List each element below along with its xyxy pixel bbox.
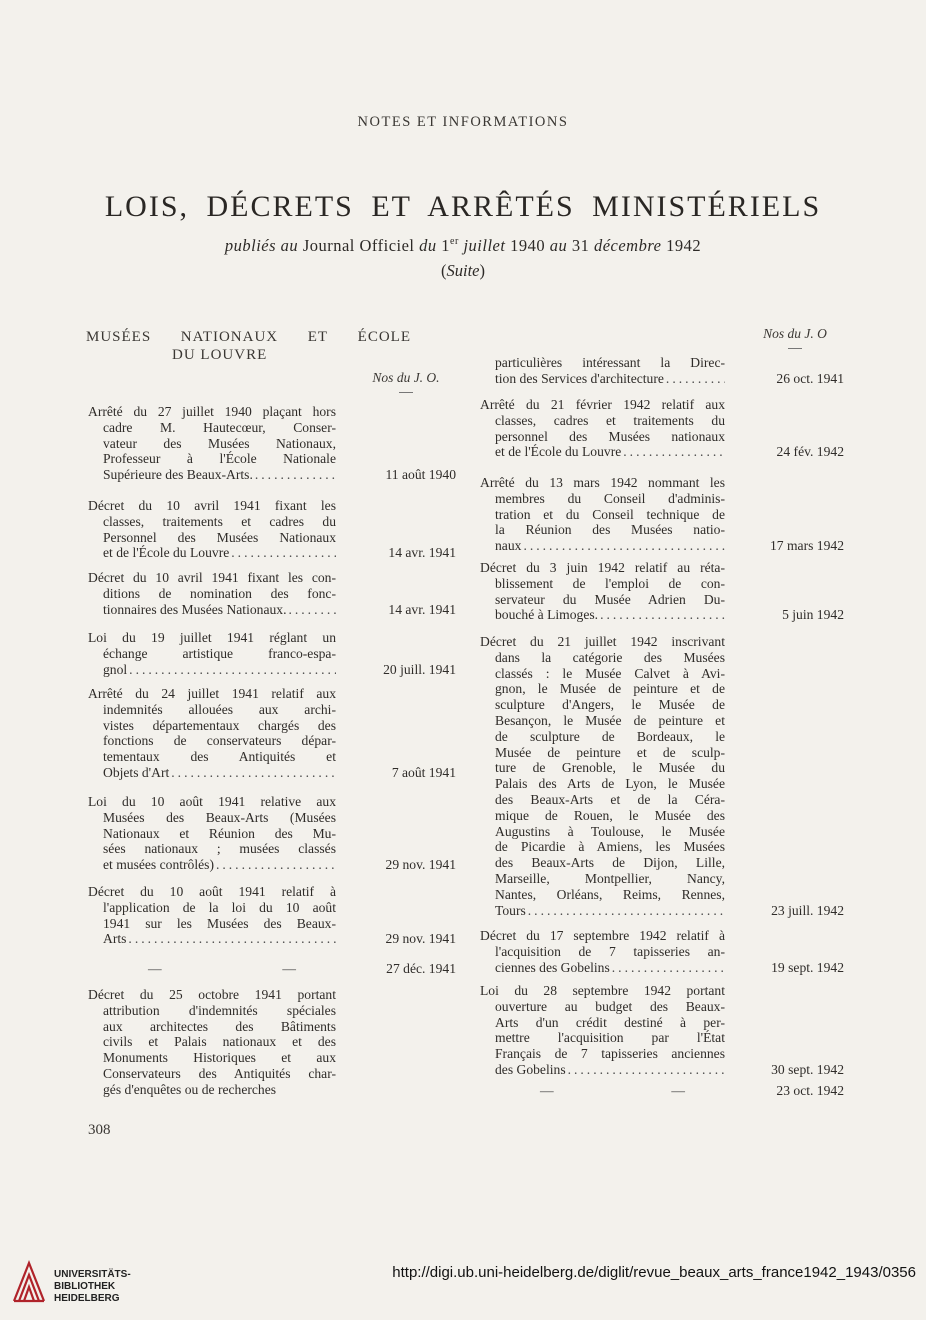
entry [480,983,725,1078]
entry-line: des Beaux-Arts de Dijon, Lille, [495,855,725,871]
entry-line: Nantes, Orléans, Reims, Rennes, [495,886,725,902]
subtitle: publiés au Journal Officiel du 1er juillet 1940 au 31 décembre 1942 [224,236,702,255]
section-heading: MUSÉES NATIONAUX ET ÉCOLE DU LOUVRE [86,329,411,363]
subtitle-suite: (Suite) [441,261,485,280]
entry-line: échange artistique franco-espa- [103,645,336,661]
entry-line: tion des Services d'architecture [495,370,664,386]
entry-line: mique de Rouen, le Musée des [495,807,725,823]
entry [88,498,336,561]
entry-line: classes, traitements et cadres du [103,513,336,529]
entry [88,987,336,1098]
entry-line: vistes départementaux chargés des [103,717,336,733]
publication-date: 20 juill. 1941 [383,661,456,677]
publication-date: 26 oct. 1941 [776,370,844,386]
entry-line: Supérieure des Beaux-Arts. [103,467,253,483]
entry-line: civils et Palais nationaux et des [103,1034,336,1050]
leader-dots [600,607,725,623]
publication-date: 7 août 1941 [391,765,456,780]
entry-line: Conservateurs des Antiquités char- [103,1065,336,1081]
publication-date: 11 août 1940 [385,467,456,483]
entry-line: Décret du 3 juin 1942 relatif au réta- [480,560,725,575]
entry-line: Décret du 10 avril 1941 fixant les [88,498,336,513]
entry-line: tementaux des Antiquités et [103,749,336,765]
entry-line: Loi du 10 août 1941 relative aux [88,794,336,809]
entry-line: mettre l'acquisition par l'État [495,1030,725,1046]
page-title: LOIS, DÉCRETS ET ARRÊTÉS MINISTÉRIELS [104,190,822,223]
entry-line: particulières intéressant la Direc- [495,355,725,370]
entry [88,884,336,947]
entry-line: membres du Conseil d'adminis- [495,490,725,506]
leader-dots [568,1062,725,1078]
leader-dots [612,960,725,976]
leader-dots [255,467,336,483]
right-column-head: Nos du J. O [745,326,845,349]
publication-date: 29 nov. 1941 [385,931,456,947]
entry-line: Arrêté du 13 mars 1942 nommant les [480,475,725,490]
entry-line: Décret du 10 avril 1941 fixant les con- [88,570,336,585]
entry-line: Personnel des Musées Nationaux [103,529,336,545]
entry [480,355,725,387]
leader-dots [288,602,336,618]
entry-line: indemnités allouées aux archi- [103,701,336,717]
entry-line: gnon, le Musée de peinture et de [495,681,725,697]
entry-line: des Beaux-Arts et de la Céra- [495,791,725,807]
entry-line: Augustins à Toulouse, le Musée [495,823,725,839]
entry-line: gés d'enquêtes ou de recherches [103,1081,277,1097]
publication-date: 30 sept. 1942 [771,1062,844,1077]
entry-line: sées nationaux ; musées classés [103,841,336,857]
entry-line: Objets d'Art [103,764,170,780]
publication-date: 24 fév. 1942 [776,444,844,460]
publication-date: 17 mars 1942 [769,538,844,554]
entry-line: Arrêté du 27 juillet 1940 plaçant hors [88,404,336,419]
publication-date: 14 avr. 1941 [388,545,456,561]
entry [480,475,725,554]
entry-line: Décret du 17 septembre 1942 relatif à [480,928,725,943]
entry-line: personnel des Musées nationaux [495,428,725,444]
entry-line: et de l'École du Louvre [103,545,230,561]
entry-line: et musées contrôlés) [103,857,214,873]
entry-line: gnol [103,661,128,677]
entry-line: Arrêté du 24 juillet 1941 relatif aux [88,686,336,701]
entry-line: 1941 sur les Musées des Beaux- [103,915,336,931]
entry-line: dans la catégorie des Musées [495,649,725,665]
entry-line: Arts d'un crédit destiné à per- [495,1014,725,1030]
leader-dots [128,931,336,947]
leader-dots [623,444,725,460]
library-name: UNIVERSITÄTS- BIBLIOTHEK HEIDELBERG [54,1269,131,1304]
publication-date: 5 juin 1942 [782,607,844,623]
library-logo-icon [10,1259,48,1305]
entry-line: Arts [103,931,127,947]
leader-dots [523,538,725,554]
leader-dots [216,857,336,873]
source-url[interactable]: http://digi.ub.uni-heidelberg.de/diglit/revue_beaux_arts_france1942_1943/0356 [392,1264,916,1281]
entry-line: Nationaux et Réunion des Mu- [103,825,336,841]
entry-line: Décret du 25 octobre 1941 portant [88,987,336,1002]
entry-line: Français de 7 tapisseries anciennes [495,1046,725,1062]
entry [480,928,725,975]
leader-dots [666,371,725,387]
entry-line: Loi du 19 juillet 1941 réglant un [88,630,336,645]
leader-dots [528,903,725,919]
entry-line: cadre M. Hautecœur, Conser- [103,419,336,435]
entry-line: Besançon, le Musée de peinture et [495,712,725,728]
entry [88,404,336,483]
entry-line: ouverture au budget des Beaux- [495,998,725,1014]
entry-line: ture de Grenoble, le Musée du [495,760,725,776]
entry [88,570,336,617]
leader-dots [129,662,336,678]
entry-line: tionnaires des Musées Nationaux. [103,601,287,617]
entry-line: Arrêté du 21 février 1942 relatif aux [480,397,725,412]
publication-date: 23 oct. 1942 [776,1083,844,1098]
publication-date: 14 avr. 1941 [388,601,456,617]
entry-line: tration et du Conseil technique de [495,506,725,522]
entry-line: vateur des Musées Nationaux, [103,435,336,451]
entry [88,794,336,873]
entry-line: Marseille, Montpellier, Nancy, [495,870,725,886]
entry-line: servateur du Musée Adrien Du- [495,591,725,607]
entry-line: attribution d'indemnités spéciales [103,1002,336,1018]
entry-line: Tours [495,902,526,918]
page-number: 308 [88,1122,111,1138]
running-head: NOTES ET INFORMATIONS [357,114,569,130]
entry-line: l'application de la loi du 10 août [103,899,336,915]
entry-line: de Picardie à Amiens, les Musées [495,839,725,855]
publication-date: 19 sept. 1942 [771,959,844,975]
publication-date: 23 juill. 1942 [771,902,844,918]
entry-line: fonctions de conservateurs dépar- [103,733,336,749]
entry-line: Professeur à l'École Nationale [103,451,336,467]
entry-line: Musée de peinture et de sculp- [495,744,725,760]
entry-line: et de l'École du Louvre [495,444,622,460]
leader-dots [171,765,336,781]
entry [480,560,725,623]
entry-line: Loi du 28 septembre 1942 portant [480,983,725,998]
entry-line: Décret du 10 août 1941 relatif à [88,884,336,899]
entry [88,630,336,677]
entry-line: Monuments Historiques et aux [103,1050,336,1066]
entry-line: l'acquisition de 7 tapisseries an- [495,943,725,959]
entry-line: des Gobelins [495,1061,566,1077]
entry-line: aux architectes des Bâtiments [103,1018,336,1034]
entry-line: de sculpture de Bordeaux, le [495,728,725,744]
entry-line: ditions de nomination des fonc- [103,585,336,601]
entry-line: Musées des Beaux-Arts (Musées [103,809,336,825]
entry [480,397,725,460]
leader-dots [231,545,336,561]
publication-date: 29 nov. 1941 [385,857,456,873]
entry [88,686,336,781]
entry-line: blissement de l'emploi de con- [495,575,725,591]
entry-line: sculpture d'Angers, le Musée de [495,697,725,713]
publication-date: 27 déc. 1941 [386,961,456,976]
entry [480,634,725,918]
entry-line: Décret du 21 juillet 1942 inscrivant [480,634,725,649]
entry-line: classés : le Musée Calvet à Avi- [495,665,725,681]
entry-line: la Réunion des Musées natio- [495,522,725,538]
ditto-dashes: — — [148,961,296,976]
entry-line: naux [495,538,522,554]
entry-line: bouché à Limoges. [495,607,599,623]
ditto-dashes: — — [540,1083,685,1098]
entry-line: Palais des Arts de Lyon, le Musée [495,776,725,792]
entry-line: classes, cadres et traitements du [495,412,725,428]
entry-line: ciennes des Gobelins [495,959,610,975]
left-column-head: Nos du J. O. [356,370,456,393]
